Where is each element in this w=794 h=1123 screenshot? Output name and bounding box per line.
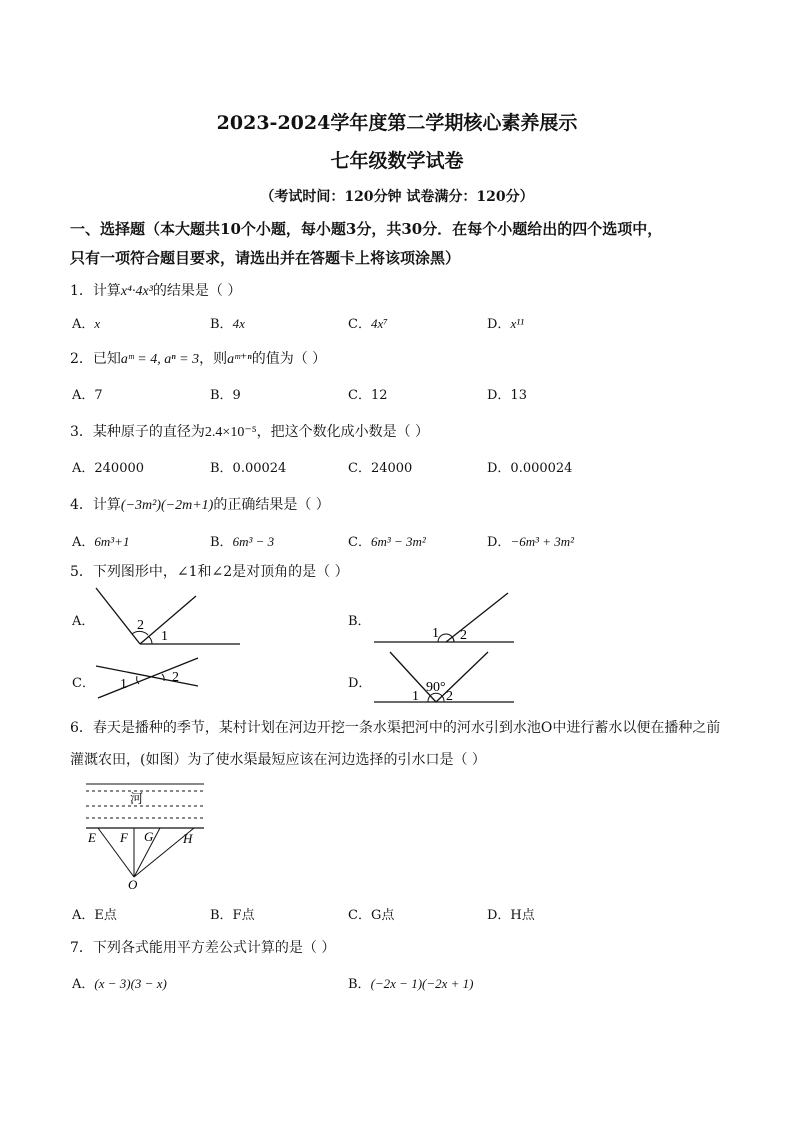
q2-option-d[interactable]: D．13: [487, 388, 527, 403]
label-1: 1: [120, 677, 127, 692]
label-1: 1: [161, 629, 168, 644]
q5-figure-c: [90, 650, 210, 702]
question-2: 2．已知aᵐ = 4, aⁿ = 3，则aᵐ⁺ⁿ的值为（ ）: [70, 351, 327, 367]
question-4: 4．计算(−3m²)(−2m+1)的正确结果是（ ）: [70, 497, 330, 513]
q7-option-a[interactable]: A．(x − 3)(3 − x): [72, 976, 167, 992]
label-2: 2: [172, 670, 179, 685]
point-o-label: O: [128, 877, 138, 892]
question-6-line1: 6．春天是播种的季节，某村计划在河边开挖一条水渠把河中的河水引到水池O中进行蓄水以便在播种之前: [70, 720, 721, 736]
q6-option-b[interactable]: B．F点: [210, 908, 255, 923]
q5-option-d[interactable]: D．: [348, 676, 372, 691]
question-3: 3．某种原子的直径为2.4×10⁻⁵，把这个数化成小数是（ ）: [70, 424, 430, 440]
question-5: 5．下列图形中，∠1和∠2是对顶角的是（ ）: [70, 564, 349, 580]
q4-option-c[interactable]: C．6m³ − 3m²: [348, 534, 426, 550]
q5-option-c[interactable]: C．: [72, 676, 95, 691]
label-2: 2: [460, 628, 467, 643]
q4-option-b[interactable]: B．6m³ − 3: [210, 534, 275, 550]
point-g-label: G: [144, 829, 154, 844]
q5-figure-b: [370, 585, 530, 650]
q6-river-figure: [82, 780, 212, 892]
q5-option-a[interactable]: A．: [72, 614, 95, 629]
q3-option-d[interactable]: D．0.000024: [487, 461, 573, 476]
point-f-label: F: [120, 830, 128, 845]
q2-expression-2: aᵐ⁺ⁿ: [227, 352, 252, 367]
q1-expression: x⁴·4x³: [120, 284, 153, 299]
q1-option-b[interactable]: B．4x: [210, 316, 245, 332]
point-e-label: E: [88, 830, 96, 845]
section-heading-line2: 只有一项符合题目要求，请选出并在答题卡上将该项涂黑）: [70, 249, 461, 267]
section-heading-line1: 一、选择题（本大题共10个小题，每小题3分，共30分．在每个小题给出的四个选项中，: [70, 220, 663, 238]
exam-title: 2023-2024学年度第二学期核心素养展示: [216, 112, 578, 134]
label-90: 90°: [426, 680, 446, 695]
question-1: [70, 280, 241, 300]
q4-expression: (−3m²)(−2m+1): [120, 498, 214, 513]
label-2: 2: [446, 689, 453, 704]
exam-subtitle: 七年级数学试卷: [330, 150, 464, 172]
q2-expression: aᵐ = 4, aⁿ = 3: [120, 352, 200, 367]
q6-option-c[interactable]: C．G点: [348, 908, 395, 923]
label-2: 2: [137, 618, 144, 633]
label-1: 1: [412, 689, 419, 704]
q5-figure-d: [370, 648, 530, 708]
q2-option-a[interactable]: A．7: [72, 388, 103, 403]
question-7: 7．下列各式能用平方差公式计算的是（ ）: [70, 940, 336, 956]
q3-option-c[interactable]: C．24000: [348, 461, 413, 476]
q6-option-a[interactable]: A．E点: [72, 908, 117, 923]
q2-option-c[interactable]: C．12: [348, 388, 388, 403]
q5-figure-a: [90, 585, 255, 650]
q1-suffix: 的结果是（ ）: [152, 283, 242, 299]
q6-option-d[interactable]: D．H点: [487, 908, 535, 923]
q3-option-a[interactable]: A．240000: [72, 461, 145, 476]
question-6-line2: 灌溉农田，(如图）为了使水渠最短应该在河边选择的引水口是（ ）: [70, 752, 486, 768]
q1-option-c[interactable]: C．4x⁷: [348, 316, 388, 332]
q4-option-a[interactable]: A．6m³+1: [72, 534, 130, 550]
label-1: 1: [432, 626, 439, 641]
q2-option-b[interactable]: B．9: [210, 388, 241, 403]
exam-info: （考试时间：120分钟 试卷满分：120分）: [260, 189, 534, 205]
q3-option-b[interactable]: B．0.00024: [210, 461, 287, 476]
q7-option-b[interactable]: B．(−2x − 1)(−2x + 1): [348, 976, 474, 992]
q5-option-b[interactable]: B．: [348, 614, 371, 629]
q1-option-a[interactable]: A．x: [72, 316, 101, 332]
q3-expression: 2.4×10⁻⁵: [204, 425, 257, 440]
q1-prefix: 1．计算: [70, 283, 121, 299]
q1-option-d[interactable]: D．x¹¹: [487, 316, 525, 332]
river-label: 河: [130, 792, 144, 807]
q4-option-d[interactable]: D．−6m³ + 3m²: [487, 534, 575, 550]
point-h-label: H: [183, 831, 193, 846]
